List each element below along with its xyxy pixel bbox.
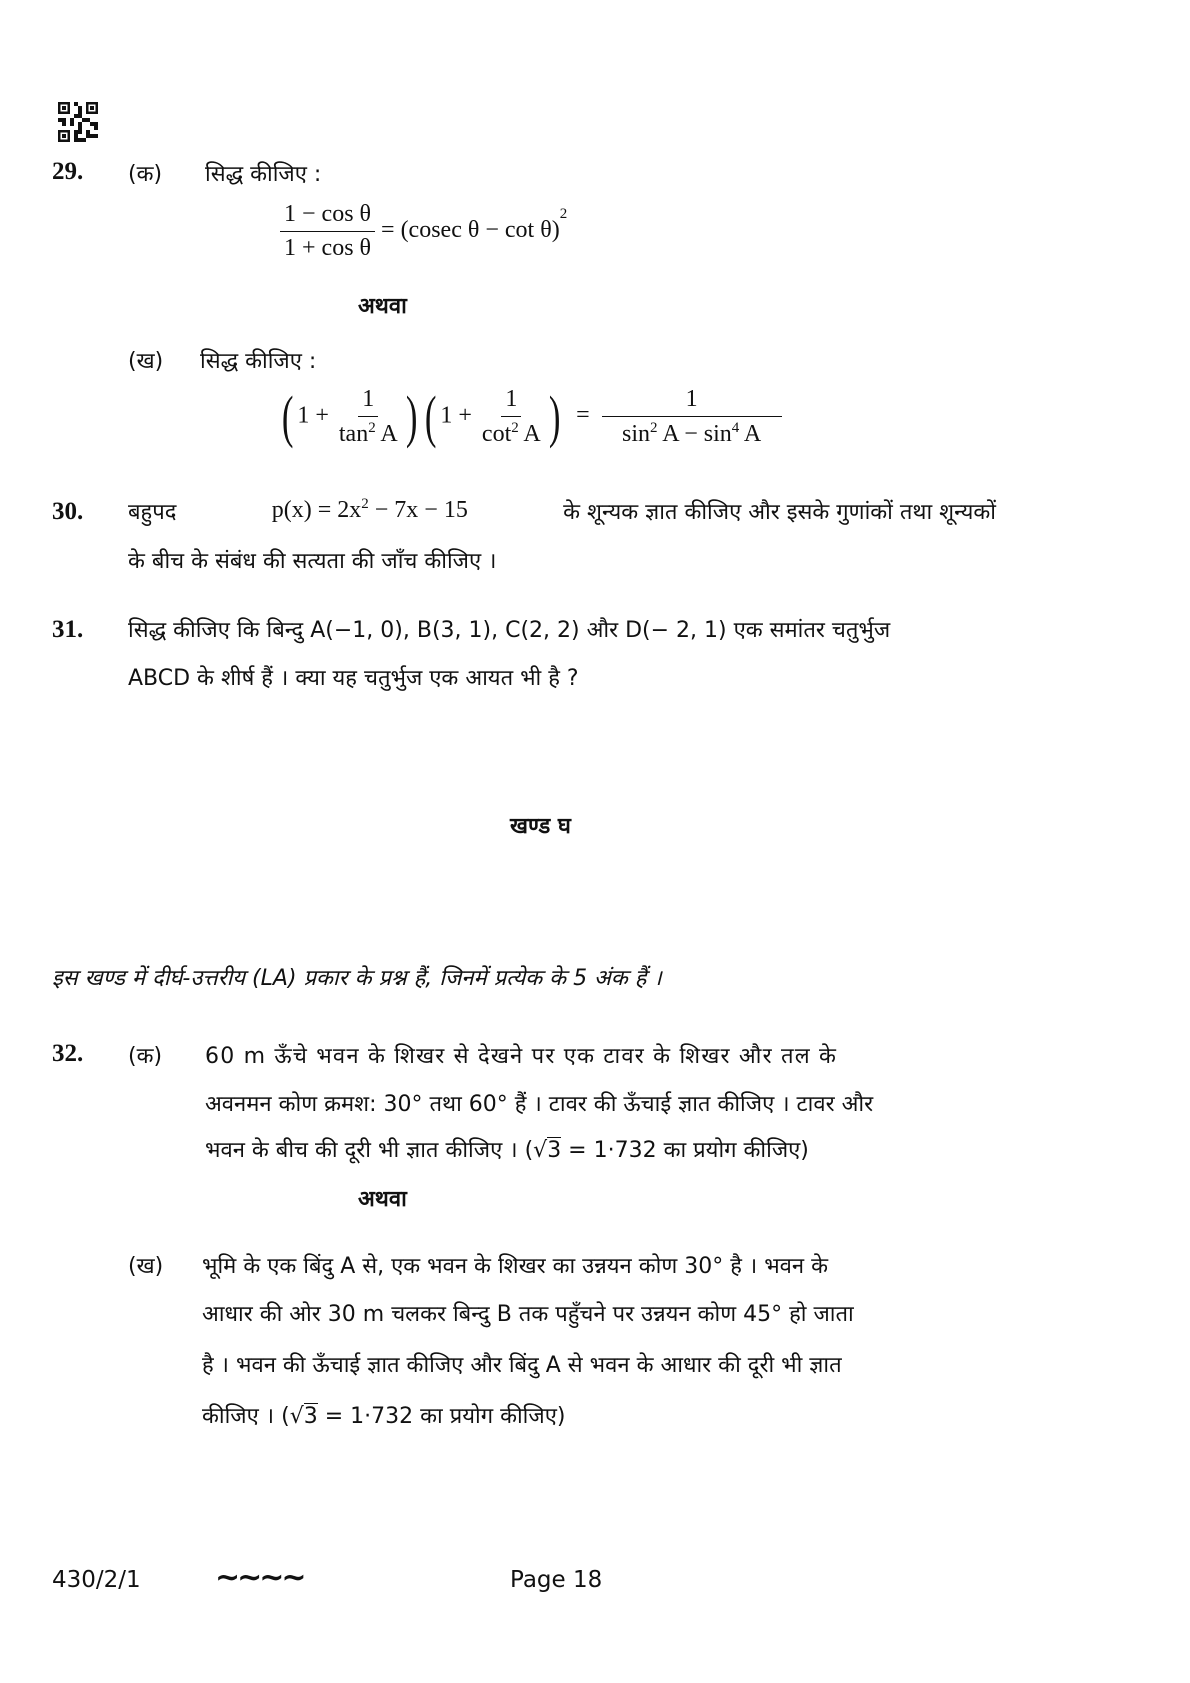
q29a-rhs-exponent: 2 (559, 205, 568, 222)
sqrt-symbol: √ (289, 1404, 304, 1429)
q29b-rhs-den: $\sin^2 A - \sin^4 A$ (622, 419, 762, 447)
q29-part-a-label: (क) (128, 162, 163, 187)
q30-line-2: के बीच के संबंध की सत्यता की जाँच कीजिए । (128, 549, 497, 574)
q32-part-b-line-2: आधार की ओर 30 m चलकर बिन्दु B तक पहुँचने पर उन्नयन कोण 45° हो जाता (202, 1302, 854, 1327)
left-paren: ( (424, 383, 437, 449)
q31-line-1: सिद्ध कीजिए कि बिन्दु A(−1, 0), B(3, 1), C(2, 2) और D(− 2, 1) एक समांतर चतुर्भुज (128, 618, 891, 643)
q31-line-2: ABCD के शीर्ष हैं । क्या यह चतुर्भुज एक आयत भी है ? (128, 666, 579, 691)
q29b-term1-prefix: 1 + (297, 402, 329, 429)
q32-part-a-label: (क) (128, 1044, 163, 1069)
q29-part-a-instruction: सिद्ध कीजिए : (205, 162, 322, 187)
sqrt-symbol: √ (533, 1138, 548, 1163)
footer-paper-code: 430/2/1 (52, 1567, 141, 1593)
q29a-rhs: = (cosec θ − cot θ) (381, 216, 560, 243)
q29-or-label: अथवा (358, 294, 407, 319)
q29a-numerator: 1 − cos θ (280, 200, 375, 232)
q30-line1-pre: बहुपद (128, 500, 177, 525)
q29a-fraction (280, 200, 375, 263)
section-title: खण्ड घ (510, 814, 571, 839)
q29b-term2-den: $\cot^2 A$ (481, 419, 541, 447)
q29b-term1-num: 1 (358, 385, 378, 417)
left-paren: ( (281, 383, 294, 449)
q29b-term2-prefix: 1 + (440, 402, 472, 429)
q29b-term1-den: $\tan^2 A$ (338, 419, 398, 447)
section-instruction: इस खण्ड में दीर्घ-उत्तरीय (LA) प्रकार के प्रश्न हैं, जिनमें प्रत्येक के 5 अंक हैं । (52, 966, 662, 991)
q29b-equals: = (576, 402, 590, 429)
q29-part-b-equation (278, 385, 782, 449)
q32-part-b-line-4: कीजिए । (√3 = 1·732 का प्रयोग कीजिए) (202, 1404, 566, 1429)
q29b-rhs-fraction (602, 385, 782, 449)
q32-part-a-line-3: भवन के बीच की दूरी भी ज्ञात कीजिए । (√3 = 1·732 का प्रयोग कीजिए) (205, 1138, 809, 1163)
q30-line-1 (128, 496, 996, 526)
q32-part-a-line-2: अवनमन कोण क्रमश: 30° तथा 60° हैं । टावर की ऊँचाई ज्ञात कीजिए । टावर और (205, 1092, 874, 1117)
q29-part-a-equation (280, 200, 567, 263)
footer-ornament: ∼∼∼∼ (215, 1560, 304, 1595)
right-paren: ) (405, 383, 418, 449)
footer-page-number: Page 18 (510, 1567, 603, 1593)
q29b-rhs-num: 1 (602, 385, 782, 417)
q30-polynomial: $p(x) = 2x^2 - 7x - 15$ (271, 496, 468, 523)
q32-part-b-label: (ख) (128, 1254, 164, 1279)
q32-part-b-line-1: भूमि के एक बिंदु A से, एक भवन के शिखर का उन्नयन कोण 30° है । भवन के (202, 1254, 829, 1279)
question-number-31: 31. (52, 616, 84, 643)
q29b-term2-fraction (478, 385, 545, 449)
q29-part-b-instruction: सिद्ध कीजिए : (200, 349, 317, 374)
q32-part-a-line-1: 60 m ऊँचे भवन के शिखर से देखने पर एक टावर के शिखर और तल के (205, 1044, 838, 1069)
q32-or-label: अथवा (358, 1187, 407, 1212)
question-number-29: 29. (52, 158, 84, 185)
right-paren: ) (548, 383, 561, 449)
q29b-term2-num: 1 (501, 385, 521, 417)
q32-part-b-line-3: है । भवन की ऊँचाई ज्ञात कीजिए और बिंदु A से भवन के आधार की दूरी भी ज्ञात (202, 1353, 842, 1378)
question-number-32: 32. (52, 1040, 84, 1067)
qr-code-icon (58, 102, 98, 142)
question-number-30: 30. (52, 498, 84, 525)
q29b-term1-fraction (335, 385, 402, 449)
q30-line1-post: के शून्यक ज्ञात कीजिए और इसके गुणांकों तथा शून्यकों (563, 500, 996, 525)
q29a-denominator: 1 + cos θ (284, 234, 372, 261)
q29-part-b-label: (ख) (128, 349, 164, 374)
